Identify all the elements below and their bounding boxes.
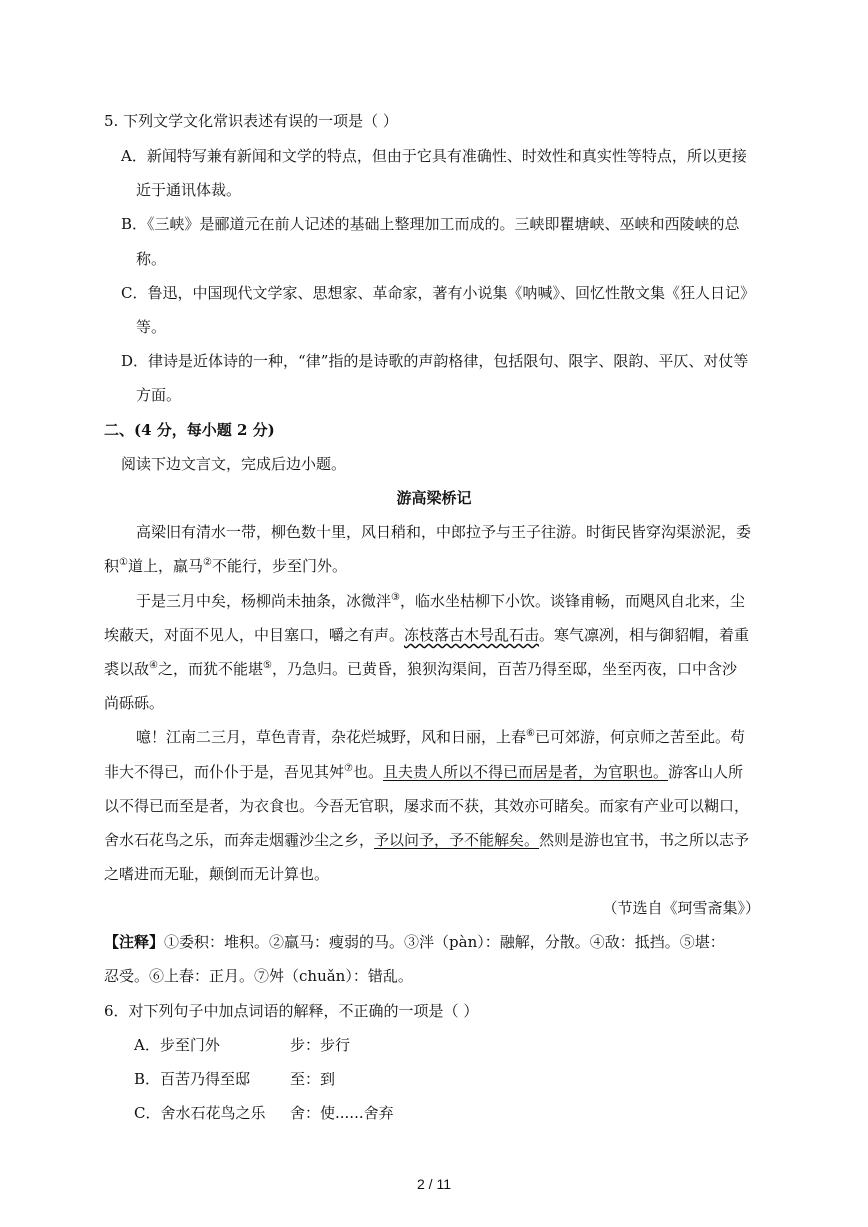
text-run: 裘以敌 [104, 660, 150, 678]
q5-option-d-line2: 方面。 [136, 386, 182, 404]
option-sentence: A．步至门外 [134, 1036, 220, 1054]
q6-option-c [134, 1103, 734, 1123]
section-instruction: 阅读下边文言文，完成后边小题。 [121, 455, 347, 473]
text-run: 于是三月中矣，杨柳尚未抽条，冰微泮 [136, 592, 392, 610]
wavy-underlined-phrase: 冻枝落古木号乱石击 [404, 626, 540, 644]
passage-p3-line5: 之嗜进而无耻，颠倒而无计算也。 [104, 865, 330, 883]
option-sentence: B．百苦乃得至邸 [134, 1070, 251, 1088]
notes-line1 [104, 932, 725, 952]
note-marker-2: ② [203, 557, 212, 568]
note-marker-6: ⑥ [526, 728, 535, 739]
text-run: ，临水坐枯柳下小饮。谈锋甫畅，而飓风自北来，尘 [399, 592, 745, 610]
text-run: 道上，羸马 [127, 557, 203, 575]
underlined-sentence-1: 且夫贵人所以不得已而居是者，为官职也。 [383, 763, 669, 781]
passage-p2-line2 [104, 625, 749, 645]
q5-option-b-line2: 称。 [136, 250, 167, 268]
passage-p3-line3: 以不得已而至是者，为衣食也。今吾无官职，屡求而不获，其效亦可睹矣。而家有产业可以糊口， [104, 797, 750, 815]
text-run: 。寒气凛冽，相与御貂帽，着重 [539, 626, 750, 644]
note-marker-5: ⑤ [263, 660, 272, 671]
q5-option-a-line2: 近于通讯体裁。 [136, 181, 242, 199]
passage-p1-line2 [104, 556, 347, 576]
text-run: 积 [104, 557, 120, 575]
text-run: 也。 [352, 763, 383, 781]
option-gloss: 步：步行 [290, 1036, 351, 1054]
text-run: 之，而犹不能堪 [157, 660, 263, 678]
underlined-sentence-2: 予以问予，予不能解矣。 [374, 831, 540, 849]
q5-option-c-line2: 等。 [136, 318, 167, 336]
q6-option-a [134, 1035, 734, 1055]
q6-stem: 6．对下列句子中加点词语的解释，不正确的一项是（ ） [104, 1002, 479, 1020]
text-run: 非大不得已，而仆仆于是，吾见其舛 [104, 763, 345, 781]
passage-p2-line4: 尚砾砾。 [104, 694, 165, 712]
passage-p3-line1 [136, 727, 745, 747]
note-marker-4: ④ [149, 660, 158, 671]
notes-label: 【注释】 [104, 933, 165, 951]
passage-p2-line1 [136, 591, 745, 611]
note-marker-1: ① [119, 557, 128, 568]
text-run: 已可郊游，何京师之苦至此。苟 [534, 728, 745, 746]
notes-line2: 忍受。⑥上春：正月。⑦舛（chuǎn）：错乱。 [104, 967, 413, 985]
text-run: 噫！江南二三月，草色青青，杂花烂城野，风和日丽，上春 [136, 728, 527, 746]
passage-p3-line4 [104, 830, 749, 850]
q5-option-c-line1: C．鲁迅，中国现代文学家、思想家、革命家，著有小说集《呐喊》、回忆性散文集《狂人日记》 [121, 284, 755, 302]
passage-p1-line1: 高梁旧有清水一带，柳色数十里，风日稍和，中郎拉予与王子往游。时街民皆穿沟渠淤泥，委 [136, 523, 752, 541]
text-run: ①委积：堆积。②羸马：瘦弱的马。③泮（pàn）：融解，分散。④敌：抵挡。⑤堪： [164, 933, 725, 951]
q5-option-b-line1: B．《三峡》是郦道元在前人记述的基础上整理加工而成的。三峡即瞿塘峡、巫峡和西陵峡的总 [121, 215, 740, 233]
q5-stem: 5. 下列文学文化常识表述有误的一项是（ ） [104, 112, 398, 130]
q6-option-b [134, 1069, 734, 1089]
text-run: 舍水石花鸟之乐，而奔走烟霾沙尘之乡， [104, 831, 375, 849]
page-number: 2 / 11 [417, 1176, 451, 1192]
note-marker-7: ⑦ [344, 763, 353, 774]
note-marker-3: ③ [391, 592, 400, 603]
option-gloss: 至：到 [290, 1070, 336, 1088]
option-gloss: 舍：使......舍弃 [290, 1104, 394, 1122]
q5-option-a-line1: A．新闻特写兼有新闻和文学的特点，但由于它具有准确性、时效性和真实性等特点，所以更接 [121, 147, 747, 165]
option-sentence: C．舍水石花鸟之乐 [134, 1104, 266, 1122]
text-run: 不能行，步至门外。 [211, 557, 347, 575]
text-run: 埃蔽天，对面不见人，中目塞口，嚼之有声。 [104, 626, 405, 644]
text-run: 然则是游也宜书，书之所以志予 [539, 831, 750, 849]
text-run: ，乃急归。已黄昏，狼狈沟渠间，百苦乃得至邸，坐至丙夜，口中含沙 [271, 660, 737, 678]
passage-title: 游高梁桥记 [396, 489, 472, 507]
passage-p2-line3 [104, 659, 737, 679]
section-heading: 二、(4 分，每小题 2 分) [104, 421, 275, 439]
text-run: 游客山人所 [668, 763, 744, 781]
passage-source: （节选自《珂雪斋集》） [602, 899, 760, 917]
passage-p3-line2 [104, 762, 743, 782]
q5-option-d-line1: D．律诗是近体诗的一种，“律”指的是诗歌的声韵格律，包括限句、限字、限韵、平仄、对仗等 [121, 352, 749, 370]
